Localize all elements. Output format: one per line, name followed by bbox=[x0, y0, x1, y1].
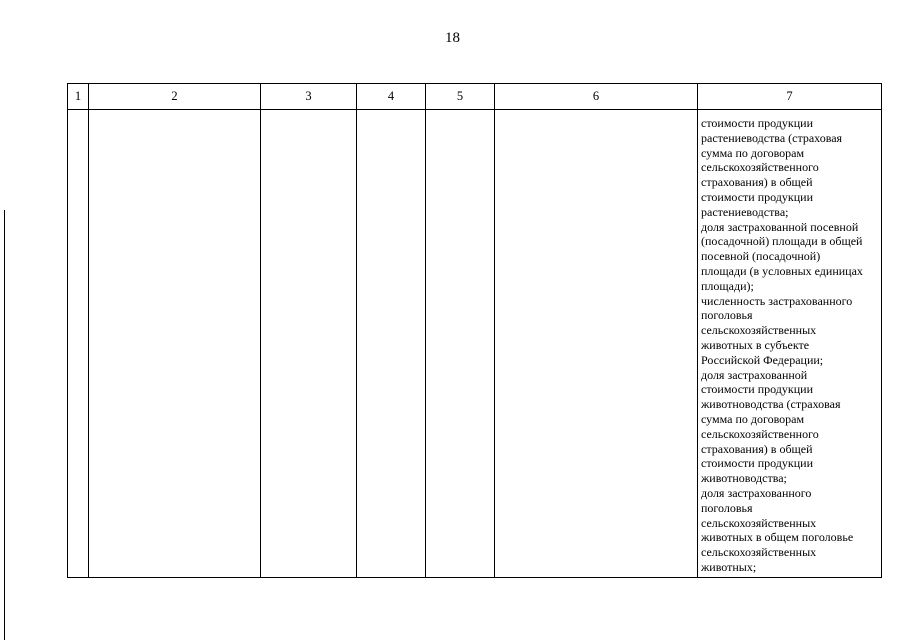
header-row bbox=[68, 84, 882, 110]
cell-col-2 bbox=[89, 110, 261, 578]
column-header-7: 7 bbox=[698, 84, 882, 110]
indicators-text: стоимости продукции растениеводства (страховая сумма по договорам сельскохозяйственного страхования) в общей стоимости продукции растениеводства; доля застрахованной посевной (посадочной) площади в общей посевной (посадочной) площади (в условных единицах площади); численность застрахованного поголовья сельскохозяйственных животных в субъекте Российской Федерации; доля застрахованной стоимости продукции животноводства (страховая сумма по договорам сельскохозяйственного страхования) в общей стоимости продукции животноводства; доля застрахованного поголовья сельскохозяйственных животных в общем поголовье сельскохозяйственных животных; bbox=[701, 116, 863, 574]
left-margin-line bbox=[4, 210, 5, 640]
column-header-6: 6 bbox=[495, 84, 698, 110]
cell-col-6 bbox=[495, 110, 698, 578]
cell-col-4 bbox=[357, 110, 426, 578]
cell-col-7 bbox=[698, 110, 882, 578]
document-table bbox=[67, 83, 882, 578]
cell-col-3 bbox=[261, 110, 357, 578]
column-header-1: 1 bbox=[68, 84, 89, 110]
cell-col-1 bbox=[68, 110, 89, 578]
column-header-4: 4 bbox=[357, 84, 426, 110]
page-number: 18 bbox=[445, 30, 460, 46]
cell-col-5 bbox=[426, 110, 495, 578]
column-header-2: 2 bbox=[89, 84, 261, 110]
table-row bbox=[68, 110, 882, 578]
column-header-5: 5 bbox=[426, 84, 495, 110]
column-header-3: 3 bbox=[261, 84, 357, 110]
